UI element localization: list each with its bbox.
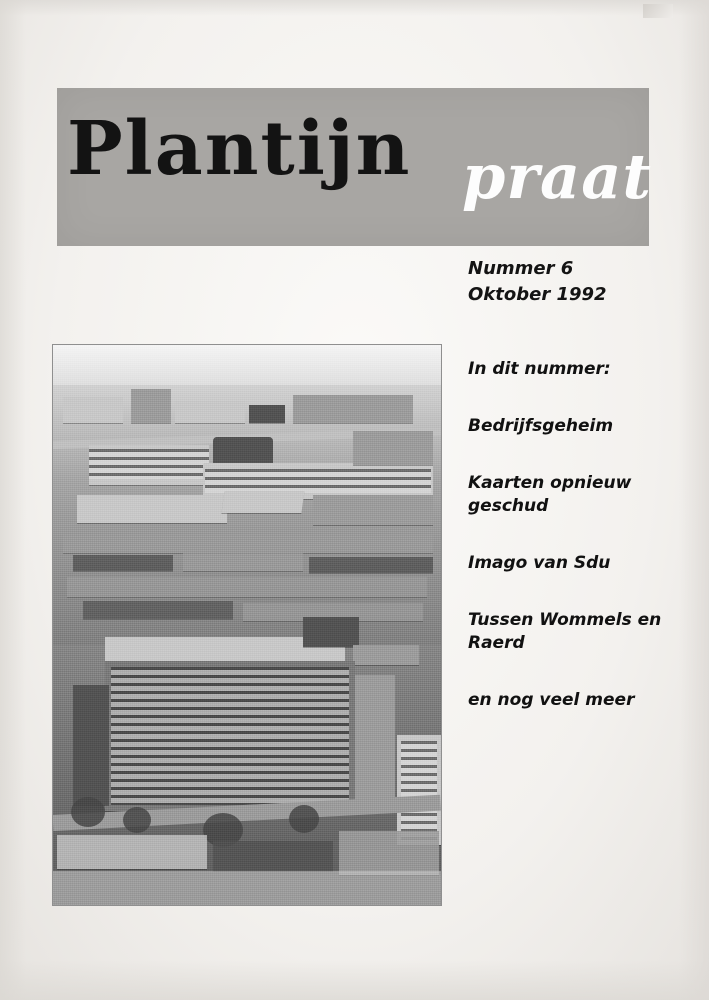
contents-heading: In dit nummer:: [468, 359, 611, 379]
photo-tree: [123, 807, 151, 833]
photo-window-rows: [205, 469, 431, 493]
photo-building: [293, 395, 413, 423]
scan-edge-right: [679, 0, 709, 1000]
photo-housing-row: [67, 577, 427, 597]
contents-footer: en nog veel meer: [468, 689, 635, 710]
photo-housing-row: [73, 555, 173, 571]
photo-roof-structure: [303, 617, 359, 647]
issue-date: Oktober 1992: [468, 284, 607, 306]
photo-building-wing: [355, 675, 395, 805]
photo-tree: [71, 797, 105, 827]
magazine-title-main: Plantijn: [67, 106, 412, 192]
photo-window-rows: [89, 449, 209, 479]
scan-edge-top: [0, 0, 709, 16]
photo-building: [313, 495, 433, 525]
photo-building: [353, 431, 433, 465]
photo-foreground-house: [213, 841, 333, 871]
photo-housing-row: [63, 535, 433, 553]
photo-housing-row: [83, 601, 233, 619]
photo-housing-row: [183, 553, 303, 571]
magazine-title-sub: praat: [462, 140, 653, 213]
contents-item-1: Bedrijfsgeheim: [468, 415, 614, 436]
photo-foreground-house: [339, 831, 439, 875]
photo-housing-row: [309, 557, 433, 573]
photo-window-rows: [401, 741, 437, 841]
contents-item-3: Imago van Sdu: [468, 552, 611, 573]
photo-building-wing: [73, 685, 109, 805]
contents-item-4: Tussen Wommels en Raerd: [468, 609, 662, 653]
photo-roof-structure: [353, 645, 419, 665]
photo-building: [175, 401, 245, 423]
photo-foreground-strip: [53, 871, 441, 905]
photo-building: [249, 405, 285, 423]
issue-info: [468, 256, 688, 308]
photo-foreground-house: [57, 835, 207, 869]
photo-tree: [289, 805, 319, 833]
photo-building: [131, 389, 171, 423]
masthead-band: [57, 88, 653, 246]
scan-corner-artifact: [643, 4, 673, 18]
cover-photo: [52, 344, 442, 906]
photo-window-rows: [111, 667, 349, 805]
contents-list: [468, 358, 683, 712]
photo-building: [63, 397, 123, 423]
issue-number: Nummer 6: [468, 258, 574, 279]
photo-building: [77, 495, 227, 523]
scan-edge-bottom: [0, 960, 709, 1000]
masthead-inner: [57, 88, 653, 246]
scan-edge-left: [0, 0, 26, 1000]
photo-building: [221, 491, 304, 513]
contents-item-2: Kaarten opnieuw geschud: [468, 472, 632, 516]
